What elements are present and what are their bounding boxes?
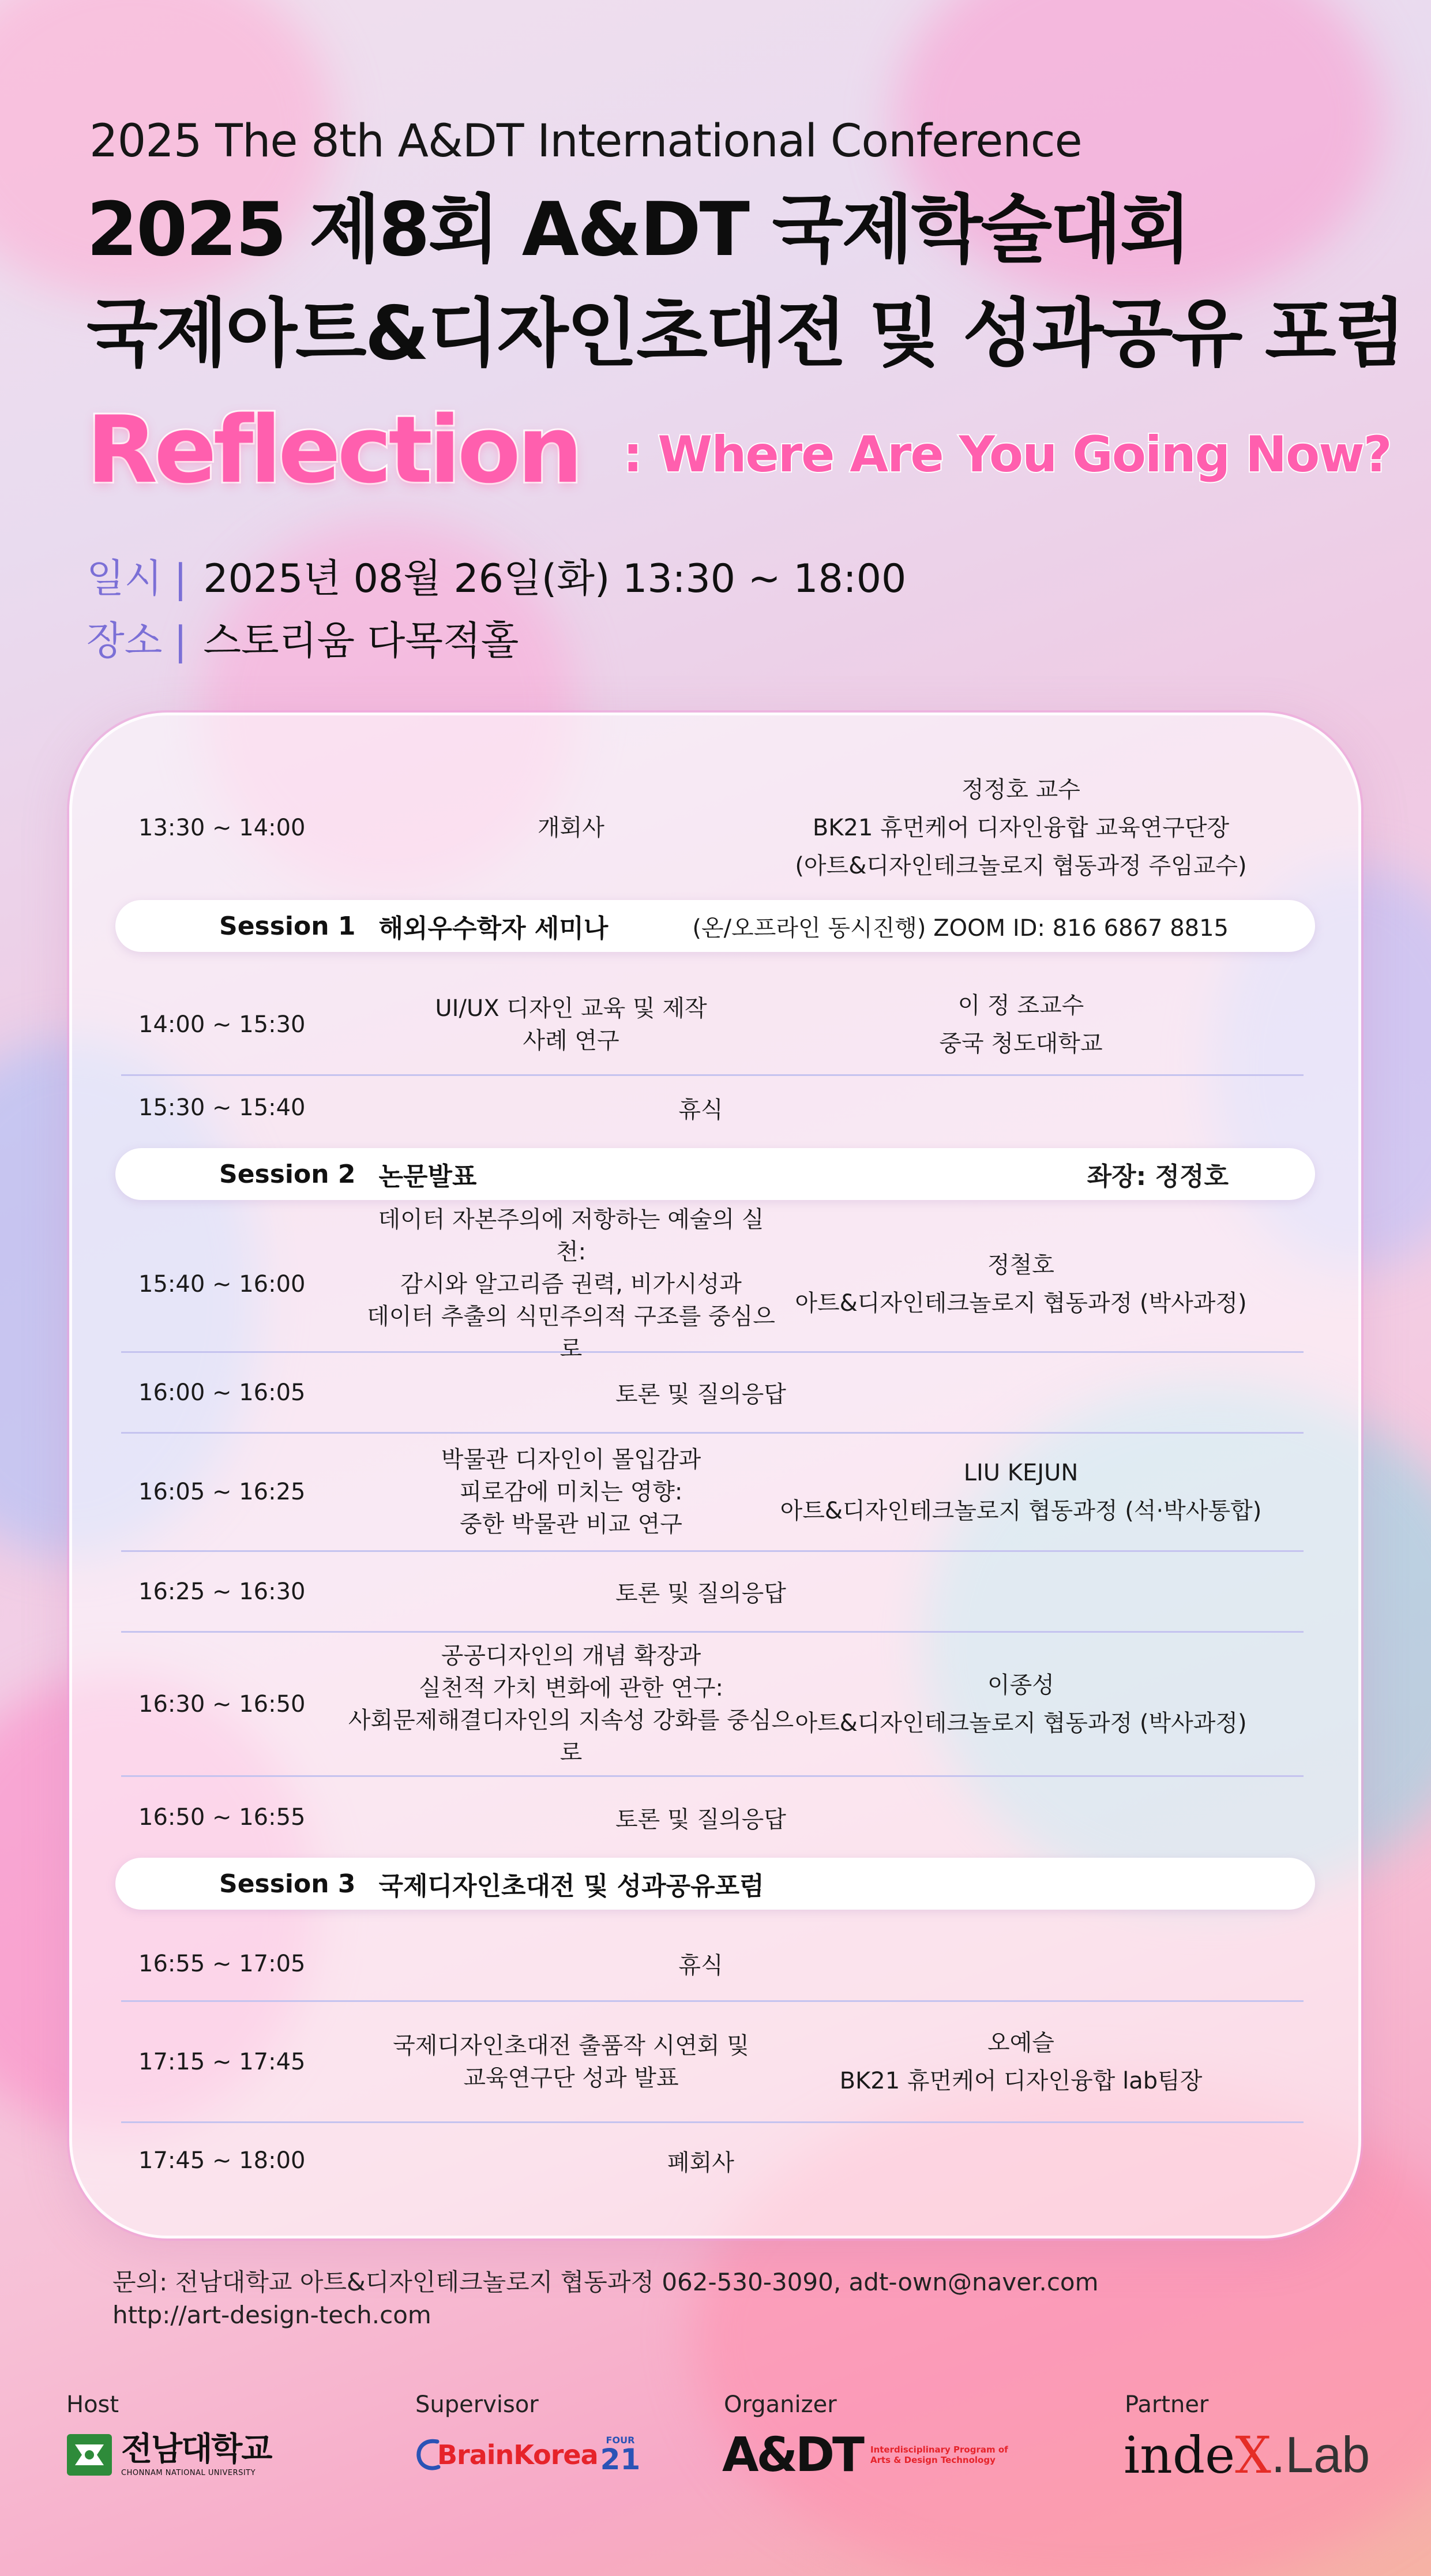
supervisor-logo	[414, 2429, 640, 2481]
row-speaker	[733, 1434, 1309, 1550]
speaker-affiliation: 아트&디자인테크놀로지 협동과정 (박사과정)	[795, 1709, 1247, 1737]
session-3-header	[115, 1858, 1315, 1910]
row-text: 토론 및 질의응답	[615, 1381, 786, 1408]
title-line: 사례 연구	[523, 1028, 619, 1054]
row-text: 토론 및 질의응답	[615, 1806, 786, 1833]
theme-reflection: Reflection	[87, 396, 580, 504]
organizer-desc: Arts & Design Technology	[870, 2455, 996, 2465]
title-line: 데이터 자본주의에 저항하는 예술의 실천:	[378, 1206, 764, 1265]
host-name: 전남대학교	[121, 2430, 272, 2468]
session-1-header	[115, 900, 1315, 952]
row-title: 개회사	[538, 815, 604, 841]
separator: |	[174, 556, 187, 602]
row-title	[398, 1434, 744, 1550]
speaker-name: 이종성	[987, 1671, 1054, 1698]
session-number: Session 1	[219, 911, 356, 941]
row-title	[346, 1633, 796, 1775]
row-time: 16:55 ~ 17:05	[138, 1950, 306, 1977]
place-row	[87, 618, 519, 664]
speaker-affiliation: 아트&디자인테크놀로지 협동과정 (박사과정)	[795, 1290, 1247, 1317]
speaker-affiliation: 아트&디자인테크놀로지 협동과정 (석·박사통합)	[780, 1498, 1262, 1524]
row-text: 휴식	[678, 1952, 723, 1979]
title-line: 실천적 가치 변화에 관한 연구:	[418, 1674, 723, 1701]
partner-name-x: X	[1235, 2425, 1271, 2485]
speaker-name: LIU KEJUN	[963, 1460, 1079, 1486]
partner-name: .Lab	[1271, 2426, 1370, 2483]
row-time: 16:00 ~ 16:05	[138, 1379, 306, 1406]
row-time: 15:40 ~ 16:00	[138, 1271, 306, 1298]
schedule-row-break	[121, 1079, 1304, 1137]
title-line: 박물관 디자인이 몰입감과	[441, 1446, 701, 1473]
organizer-logo	[722, 2429, 1008, 2481]
schedule-row-closing	[121, 2123, 1304, 2198]
title-line: 감시와 알고리즘 권력, 비가시성과	[400, 1271, 742, 1298]
row-speaker	[733, 2002, 1309, 2121]
separator: |	[174, 618, 187, 664]
title-line: UI/UX 디자인 교육 및 제작	[435, 995, 707, 1022]
contact-line: 문의: 전남대학교 아트&디자인테크놀로지 협동과정 062-530-3090, adt-own@naver.com	[112, 2268, 1099, 2296]
schedule-row	[121, 975, 1304, 1076]
row-text: 휴식	[678, 1096, 723, 1123]
english-title: 2025 The 8th A&DT International Conference	[89, 115, 1082, 167]
session-title	[219, 900, 608, 952]
row-text: 토론 및 질의응답	[615, 1580, 786, 1607]
title-line: 공공디자인의 개념 확장과	[441, 1642, 701, 1669]
partner-label: Partner	[1125, 2391, 1209, 2418]
speaker-name: 오예슬	[987, 2029, 1054, 2056]
title-line: 국제디자인초대전 출품작 시연회 및	[393, 2032, 749, 2059]
row-time: 16:50 ~ 16:55	[138, 1804, 306, 1831]
chonnam-emblem-icon	[65, 2432, 114, 2478]
title-line: 데이터 추출의 식민주의적 구조를 중심으로	[367, 1303, 775, 1362]
partner-logo	[1124, 2425, 1370, 2485]
row-title	[363, 1206, 779, 1362]
session-name: 국제디자인초대전 및 성과공유포럼	[378, 1872, 764, 1901]
session-name: 해외우수학자 세미나	[378, 914, 609, 943]
date-value: 2025년 08월 26일(화) 13:30 ~ 18:00	[203, 556, 907, 602]
session-title	[219, 1858, 764, 1910]
title-line: 중한 박물관 비교 연구	[460, 1511, 682, 1538]
supervisor-name: BrainKorea	[437, 2439, 598, 2470]
row-time: 13:30 ~ 14:00	[138, 815, 306, 841]
host-logo	[65, 2429, 271, 2481]
contact-info	[112, 2266, 1099, 2331]
korean-title-line2: 국제아트&디자인초대전 및 성과공유 포럼	[87, 291, 1404, 377]
session-title	[219, 1148, 477, 1200]
organizer-desc: Interdisciplinary Program of	[870, 2444, 1008, 2455]
speaker-name: 정정호 교수	[961, 777, 1080, 803]
row-speaker	[733, 975, 1309, 1074]
date-label: 일시	[87, 556, 163, 602]
schedule-row	[121, 1434, 1304, 1552]
session-number: Session 3	[219, 1869, 356, 1899]
row-time: 17:45 ~ 18:00	[138, 2147, 306, 2174]
row-time: 17:15 ~ 17:45	[138, 2048, 306, 2075]
schedule-row-opening	[121, 750, 1304, 906]
session-chair: 좌장: 정정호	[1087, 1162, 1229, 1191]
speaker-affiliation: BK21 휴먼케어 디자인융합 lab팀장	[839, 2067, 1203, 2094]
session-number: Session 2	[219, 1159, 356, 1189]
schedule-row-discussion	[121, 1353, 1304, 1434]
supervisor-tag: FOUR	[606, 2435, 635, 2446]
website-link[interactable]: http://art-design-tech.com	[112, 2300, 431, 2329]
speaker-name: 정철호	[987, 1252, 1054, 1278]
row-text: 폐회사	[667, 2149, 734, 2176]
host-label: Host	[66, 2391, 119, 2418]
session-2-header	[115, 1148, 1315, 1200]
row-speaker	[733, 1633, 1309, 1775]
row-time: 14:00 ~ 15:30	[138, 1011, 306, 1038]
supervisor-number: 21	[600, 2443, 641, 2476]
title-line: 사회문제해결디자인의 지속성 강화를 중심으로	[348, 1707, 794, 1766]
theme-subtitle: : Where Are You Going Now?	[623, 426, 1391, 483]
row-title	[363, 2002, 779, 2121]
speaker-affiliation: BK21 휴먼케어 디자인융합 교육연구단장	[812, 815, 1230, 841]
title-line: 교육연구단 성과 발표	[463, 2064, 679, 2091]
row-time: 16:30 ~ 16:50	[138, 1690, 306, 1718]
schedule-row-discussion	[121, 1552, 1304, 1633]
row-time: 16:05 ~ 16:25	[138, 1479, 306, 1505]
supervisor-label: Supervisor	[415, 2391, 539, 2418]
session-name: 논문발표	[378, 1162, 477, 1191]
schedule-row	[121, 2002, 1304, 2123]
partner-name: inde	[1124, 2425, 1235, 2485]
schedule-row-discussion	[121, 1780, 1304, 1855]
speaker-affiliation: 중국 청도대학교	[939, 1030, 1103, 1057]
organizer-label: Organizer	[724, 2391, 837, 2418]
korean-title-line1: 2025 제8회 A&DT 국제학술대회	[87, 187, 1190, 273]
organizer-name: A&DT	[722, 2427, 862, 2483]
place-label: 장소	[87, 618, 163, 664]
row-speaker	[733, 1217, 1309, 1351]
title-line: 피로감에 미치는 영향:	[459, 1479, 683, 1505]
schedule-row	[121, 1206, 1304, 1362]
speaker-affiliation: (아트&디자인테크놀로지 협동과정 주임교수)	[795, 853, 1247, 879]
schedule-row-break	[121, 1927, 1304, 2002]
row-time: 16:25 ~ 16:30	[138, 1578, 306, 1605]
row-speaker	[733, 750, 1309, 906]
schedule-row	[121, 1633, 1304, 1777]
date-row	[87, 556, 907, 602]
row-title	[398, 975, 744, 1074]
place-value: 스토리움 다목적홀	[203, 618, 519, 664]
session-note: (온/오프라인 동시진행) ZOOM ID: 816 6867 8815	[692, 914, 1229, 942]
speaker-name: 이 정 조교수	[957, 992, 1084, 1019]
host-name-en: CHONNAM NATIONAL UNIVERSITY	[121, 2468, 256, 2477]
row-time: 15:30 ~ 15:40	[138, 1094, 306, 1121]
